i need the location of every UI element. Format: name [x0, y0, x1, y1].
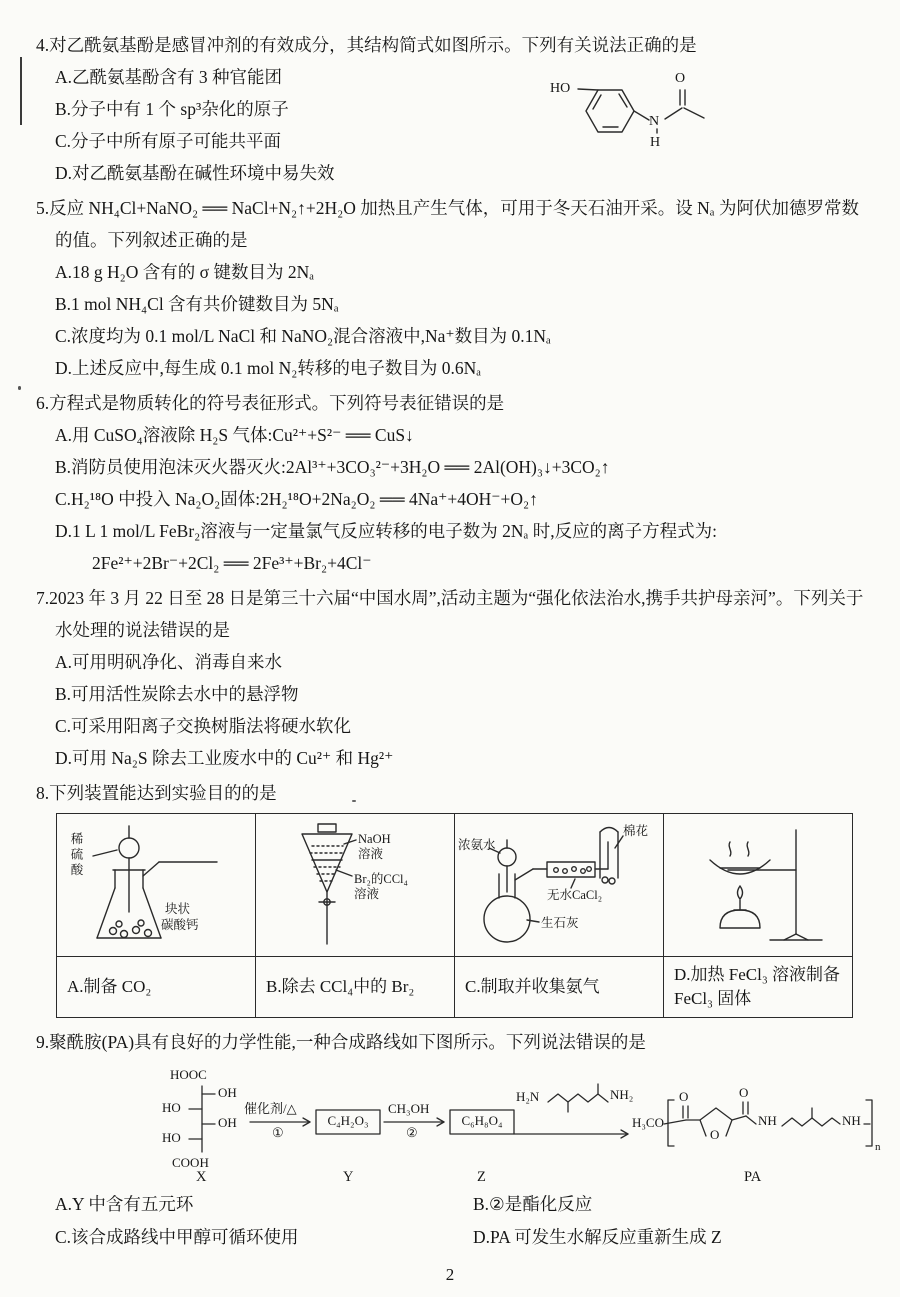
caption-c: C.制取并收集氨气: [455, 957, 664, 1018]
benzene-ring: [578, 89, 704, 133]
q7-option-c: C.可采用阳离子交换树脂法将硬水软化: [55, 716, 352, 736]
x-oh-label-2: OH: [218, 1115, 237, 1130]
evaporation-heating-diagram: [664, 814, 852, 956]
amide-nh-label-2: NH: [842, 1113, 861, 1128]
label-naoh: NaOH: [358, 832, 391, 846]
q9-option-a: A.Y 中含有五元环: [55, 1194, 194, 1214]
q6-option-d: D.1 L 1 mol/L FeBr₂溶液与一定量氯气反应转移的电子数为 2Nₐ 时,反应的离子方程式为:: [55, 521, 717, 541]
question-4: [36, 29, 868, 189]
label-calcium-carbonate: 碳酸钙: [161, 918, 199, 932]
x-hooc-label: HOOC: [170, 1067, 207, 1082]
atom-label-o: O: [675, 71, 686, 86]
q6-option-a: A.用 CuSO₄溶液除 H₂S 气体:Cu²⁺+S²⁻ ══ CuS↓: [55, 425, 414, 445]
q5-option-c: C.浓度均为 0.1 mol/L NaCl 和 NaNO₂混合溶液中,Na⁺数目为 0.1Nₐ: [55, 326, 551, 346]
formula-z: C₆H₈O₄: [461, 1113, 503, 1128]
x-ho-label-2: HO: [162, 1130, 181, 1145]
question-6: [36, 387, 868, 579]
methanol-label: CH₃OH: [388, 1101, 430, 1116]
apparatus-a: [57, 814, 256, 957]
molecule-diagram: [548, 59, 748, 159]
label-anhydrous-cacl2: 无水CaCl₂: [547, 888, 603, 902]
question-9-stem: 9.聚酰胺(PA)具有良好的力学性能,一种合成路线如下图所示。下列说法错误的是: [36, 1032, 646, 1052]
amine-right-label: NH₂: [610, 1087, 634, 1102]
question-7-stem: 7.2023 年 3 月 22 日至 28 日是第三十六届“中国水周”,活动主题为“强化依法治水,携手共护母亲河”。下列关于水处理的说法错误的是: [36, 588, 864, 640]
caption-d: D.加热 FeCl₃ 溶液制备 FeCl₃ 固体: [664, 957, 853, 1018]
step-1-label: ①: [272, 1125, 284, 1140]
formula-y: C₄H₂O₃: [327, 1113, 369, 1128]
label-concentrated-ammonia: 浓氨水: [458, 838, 496, 852]
question-9: [36, 1026, 881, 1254]
apparatus-b: [256, 814, 455, 957]
scan-artifact: [18, 386, 21, 390]
caption-b: B.除去 CCl₄中的 Br₂: [256, 957, 455, 1018]
q5-option-d: D.上述反应中,每生成 0.1 mol N₂转移的电子数目为 0.6Nₐ: [55, 358, 482, 378]
carbonyl-o-label-1: O: [679, 1089, 689, 1104]
carbonyl-o-label-2: O: [739, 1085, 749, 1100]
q9-option-b: B.②是酯化反应: [473, 1194, 593, 1214]
step-2-label: ②: [406, 1125, 418, 1140]
caption-a: A.制备 CO₂: [57, 957, 256, 1018]
amide-nh-label-1: NH: [758, 1113, 777, 1128]
question-5: [36, 192, 868, 384]
label-lump: 块状: [165, 902, 191, 916]
label-br2-solution: 溶液: [354, 887, 380, 901]
apparatus-d: [664, 814, 853, 957]
repeat-n-label: n: [875, 1141, 881, 1153]
apparatus-diagram-row: [57, 814, 853, 957]
question-6-stem: 6.方程式是物质转化的符号表征形式。下列符号表征错误的是: [36, 393, 505, 413]
label-quicklime: 生石灰: [541, 916, 579, 930]
label-dilute-sulfuric-acid: 稀硫酸: [69, 832, 83, 879]
q6-option-c: C.H₂¹⁸O 中投入 Na₂O₂固体:2H₂¹⁸O+2Na₂O₂ ══ 4Na⁺+4OH⁻+O₂↑: [55, 489, 538, 509]
catalyst-label: 催化剂/△: [244, 1101, 297, 1116]
ester-end-label: H₃CO: [632, 1115, 664, 1130]
acetaminophen-structure: [548, 59, 748, 159]
co2-generator-diagram: [57, 814, 255, 956]
ring-o-label: O: [710, 1127, 720, 1142]
q4-option-d: D.对乙酰氨基酚在碱性环境中易失效: [55, 163, 335, 183]
atom-label-h: H: [650, 135, 661, 150]
question-8-stem: 8.下列装置能达到实验目的的是: [36, 783, 277, 803]
label-br2-ccl4: Br₂的CCl₄: [354, 872, 408, 886]
q7-option-a: A.可用明矾净化、消毒自来水: [55, 652, 283, 672]
x-oh-label-1: OH: [218, 1085, 237, 1100]
apparatus-c: [455, 814, 664, 957]
q5-option-b: B.1 mol NH₄Cl 含有共价键数目为 5Nₐ: [55, 294, 339, 314]
atom-label-ho: HO: [550, 81, 571, 96]
q7-option-b: B.可用活性炭除去水中的悬浮物: [55, 684, 299, 704]
q5-option-a: A.18 g H₂O 含有的 σ 键数目为 2Nₐ: [55, 262, 314, 282]
q6-option-d-equation: 2Fe²⁺+2Br⁻+2Cl₂ ══ 2Fe³⁺+Br₂+4Cl⁻: [92, 553, 372, 573]
compound-pa-label: PA: [744, 1169, 762, 1185]
q9-option-d: D.PA 可发生水解反应重新生成 Z: [473, 1227, 722, 1247]
q6-option-b: B.消防员使用泡沫灭火器灭火:2Al³⁺+3CO₃²⁻+3H₂O ══ 2Al(OH)₃↓+3CO₂↑: [55, 457, 610, 477]
compound-y-label: Y: [343, 1169, 354, 1185]
q4-option-b: B.分子中有 1 个 sp³杂化的原子: [55, 99, 289, 119]
x-ho-label-1: HO: [162, 1100, 181, 1115]
scan-artifact: [20, 57, 22, 125]
apparatus-table: [56, 813, 853, 1018]
apparatus-caption-row: [57, 957, 853, 1018]
question-8: [36, 777, 868, 1018]
page-number: 2: [445, 1265, 455, 1284]
q4-option-a: A.乙酰氨基酚含有 3 种官能团: [55, 67, 283, 87]
q4-option-c: C.分子中所有原子可能共平面: [55, 131, 282, 151]
atom-label-n: N: [649, 114, 660, 129]
label-cotton: 棉花: [623, 824, 649, 838]
amine-left-label: H₂N: [516, 1089, 540, 1104]
synthesis-route-diagram: [52, 1064, 884, 1186]
compound-z-label: Z: [477, 1169, 486, 1185]
x-cooh-label: COOH: [172, 1155, 209, 1170]
question-7: [36, 582, 868, 774]
label-naoh-solution: 溶液: [358, 847, 384, 861]
q7-option-d: D.可用 Na₂S 除去工业废水中的 Cu²⁺ 和 Hg²⁺: [55, 748, 394, 768]
q9-option-c: C.该合成路线中甲醇可循环使用: [55, 1227, 299, 1247]
q9-options: [36, 1188, 868, 1254]
question-5-stem: 5.反应 NH₄Cl+NaNO₂ ══ NaCl+N₂↑+2H₂O 加热且产生气体，可用于冬天石油开采。设 Nₐ 为阿伏加德罗常数的值。下列叙述正确的是: [36, 198, 859, 250]
compound-x-label: X: [196, 1169, 207, 1185]
question-4-stem: 4.对乙酰氨基酚是感冒冲剂的有效成分，其结构简式如图所示。下列有关说法正确的是: [36, 35, 697, 55]
